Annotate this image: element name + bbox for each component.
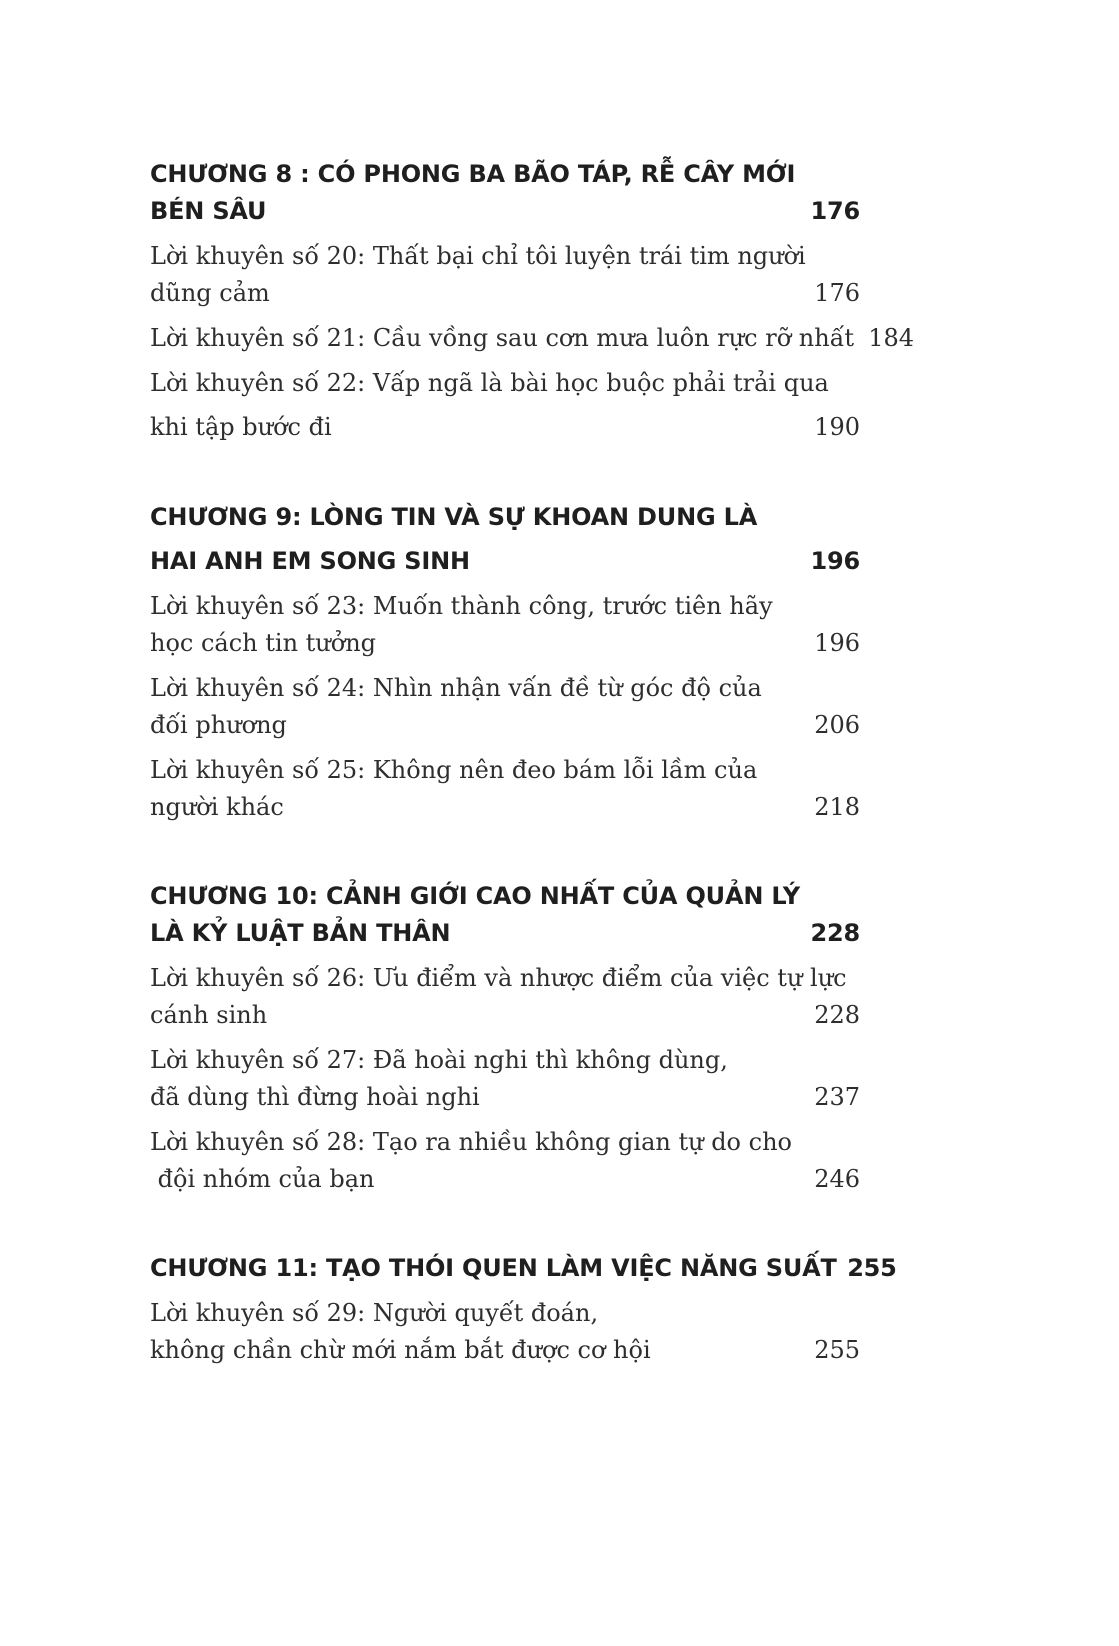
toc-entry [150,369,860,458]
entry-title-line: Lời khuyên số 28: Tạo ra nhiều không gian tự do cho [150,1128,792,1156]
chapter-heading [150,160,860,242]
entry-page-number: 176 [814,279,860,307]
chapter-line [150,547,860,592]
entry-page-number: 228 [814,1001,860,1029]
entry-line [150,674,860,711]
toc-entry [150,1299,860,1381]
entry-title-line: Lời khuyên số 21: Cầu vồng sau cơn mưa luôn rực rỡ nhất [150,324,855,352]
entry-title-line: dũng cảm [150,279,270,307]
chapter-heading [150,503,860,592]
entry-title-line: Lời khuyên số 24: Nhìn nhận vấn đề từ góc độ của [150,674,762,702]
chapter-line [150,919,860,964]
toc-entry [150,756,860,838]
entry-line [150,793,860,838]
entry-page-number: 190 [814,413,860,441]
toc-section-chapter-10 [150,882,860,1210]
chapter-line [150,1254,897,1299]
entry-title-line: đối phương [150,711,287,739]
toc-entry [150,1046,860,1128]
entry-line [150,1336,860,1381]
entry-line [150,279,860,324]
chapter-title-line: CHƯƠNG 11: TẠO THÓI QUEN LÀM VIỆC NĂNG SUẤT [150,1254,837,1282]
entry-title-line: người khác [150,793,284,821]
entry-title-line: không chần chừ mới nắm bắt được cơ hội [150,1336,651,1364]
chapter-title-line: BÉN SÂU [150,197,267,225]
toc-entry [150,1128,860,1210]
entry-title-line: Lời khuyên số 29: Người quyết đoán, [150,1299,599,1327]
entry-line [150,1083,860,1128]
chapter-title-line: CHƯƠNG 8 : CÓ PHONG BA BÃO TÁP, RỄ CÂY MỚI [150,160,796,188]
entry-title-line: Lời khuyên số 26: Ưu điểm và nhược điểm của việc tự lực [150,964,847,992]
entry-title-line: Lời khuyên số 20: Thất bại chỉ tôi luyện trái tim người [150,242,806,270]
entry-line [150,711,860,756]
chapter-title-line: CHƯƠNG 9: LÒNG TIN VÀ SỰ KHOAN DUNG LÀ [150,503,758,531]
entry-line [150,756,860,793]
toc-entry [150,674,860,756]
entry-line [150,629,860,674]
entry-title-line: Lời khuyên số 25: Không nên đeo bám lỗi lầm của [150,756,758,784]
chapter-page-number: 255 [847,1254,897,1282]
chapter-line [150,197,860,242]
entry-title-line: khi tập bước đi [150,413,332,441]
toc-entry [150,964,860,1046]
chapter-line [150,503,860,547]
chapter-title-line: LÀ KỶ LUẬT BẢN THÂN [150,919,451,947]
entry-title-line: Lời khuyên số 22: Vấp ngã là bài học buộc phải trải qua [150,369,829,397]
entry-title-line: đã dùng thì đừng hoài nghi [150,1083,480,1111]
chapter-title-line: HAI ANH EM SONG SINH [150,547,470,575]
entry-title-line: học cách tin tưởng [150,629,377,657]
entry-page-number: 246 [814,1165,860,1193]
entry-line [150,413,860,458]
toc-entry [150,592,860,674]
entry-line [150,964,860,1001]
toc-entry [150,242,860,324]
chapter-title-line: CHƯƠNG 10: CẢNH GIỚI CAO NHẤT CỦA QUẢN LÝ [150,882,800,910]
entry-line [150,1128,860,1165]
entry-line [150,369,860,413]
chapter-heading [150,882,860,964]
entry-title-line: cánh sinh [150,1001,268,1029]
entry-line [150,592,860,629]
entry-title-line: đội nhóm của bạn [150,1165,375,1193]
table-of-contents [150,160,915,1381]
chapter-line [150,882,860,919]
toc-entry [150,324,915,369]
entry-line [150,242,860,279]
chapter-line [150,160,860,197]
entry-page-number: 255 [814,1336,860,1364]
entry-line [150,324,915,369]
chapter-page-number: 228 [810,919,860,947]
entry-line [150,1046,860,1083]
entry-page-number: 218 [814,793,860,821]
toc-section-chapter-9 [150,503,860,838]
toc-section-chapter-8 [150,160,915,458]
toc-section-chapter-11 [150,1254,897,1381]
chapter-page-number: 196 [810,547,860,575]
entry-line [150,1001,860,1046]
entry-page-number: 206 [814,711,860,739]
chapter-page-number: 176 [810,197,860,225]
entry-page-number: 196 [814,629,860,657]
entry-title-line: Lời khuyên số 27: Đã hoài nghi thì không dùng, [150,1046,728,1074]
entry-line [150,1299,860,1336]
chapter-heading [150,1254,897,1299]
entry-page-number: 184 [868,324,915,352]
entry-page-number: 237 [814,1083,860,1111]
entry-title-line: Lời khuyên số 23: Muốn thành công, trước tiên hãy [150,592,773,620]
entry-line [150,1165,860,1210]
